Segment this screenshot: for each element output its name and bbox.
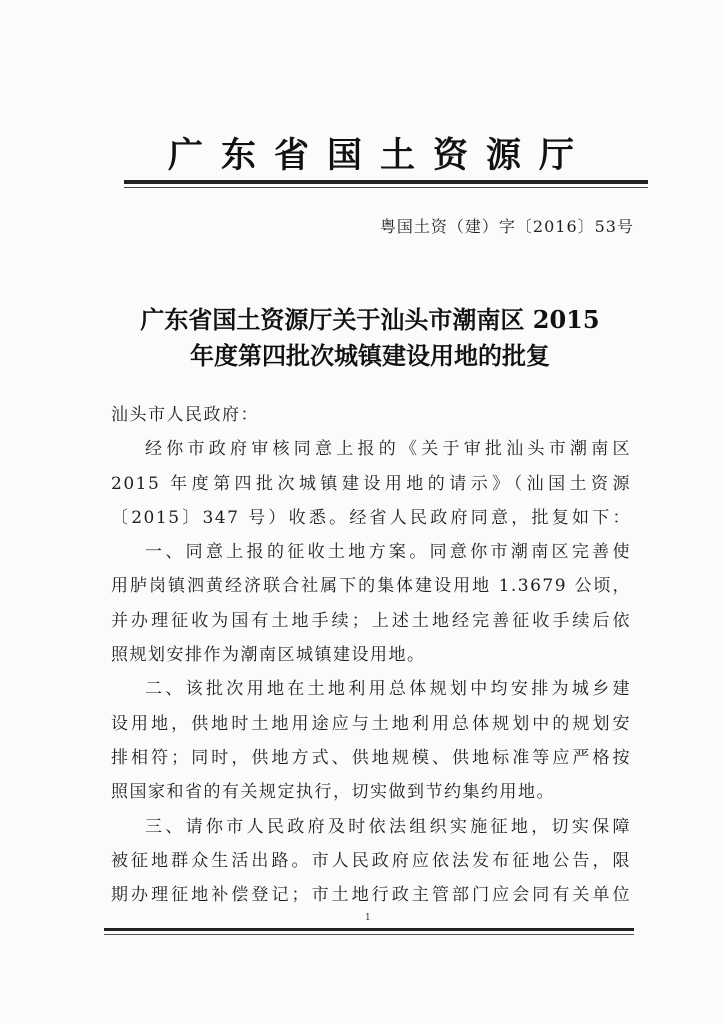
footer-rule-thick [104, 928, 634, 931]
document-number: 粤国土资（建）字〔2016〕53号 [379, 217, 634, 236]
body-line: 二、该批次用地在土地利用总体规划中均安排为城乡建 [145, 679, 631, 700]
document-title [110, 302, 630, 374]
body-line: 2015 年度第四批次城镇建设用地的请示》（汕国土资源 [111, 473, 631, 494]
footer-rule-thin [104, 934, 634, 935]
header-rule-thick [124, 180, 648, 184]
body-line: 期办理征地补偿登记；市土地行政主管部门应会同有关单位 [111, 885, 631, 906]
body-line: 〔2015〕347 号）收悉。经省人民政府同意，批复如下： [111, 507, 631, 528]
body-line: 一、同意上报的征收土地方案。同意你市潮南区完善使 [145, 542, 631, 563]
document-title-line-2: 年度第四批次城镇建设用地的批复 [190, 341, 550, 370]
header-rule-thin [124, 187, 648, 188]
organization-header: 广东省国土资源厅 [167, 135, 592, 176]
body-line: 三、请你市人民政府及时依法组织实施征地，切实保障 [145, 816, 631, 837]
body-line: 被征地群众生活出路。市人民政府应依法发布征地公告，限 [111, 850, 631, 871]
salutation: 汕头市人民政府： [111, 405, 259, 425]
body-line: 设用地，供地时土地用途应与土地利用总体规划中的规划安 [111, 713, 631, 734]
body-line: 照规划安排作为潮南区城镇建设用地。 [111, 645, 426, 666]
body-line: 经你市政府审核同意上报的《关于审批汕头市潮南区 [145, 439, 631, 460]
document-title-line-1: 广东省国土资源厅关于汕头市潮南区 2015 [140, 305, 600, 334]
document-body [111, 398, 631, 912]
body-line: 并办理征收为国有土地手续；上述土地经完善征收手续后依 [111, 610, 631, 631]
body-line: 排相符；同时，供地方式、供地规模、供地标准等应严格按 [111, 747, 631, 768]
page-number: 1 [365, 913, 371, 923]
body-line: 用胪岗镇泗黄经济联合社属下的集体建设用地 1.3679 公顷， [111, 576, 631, 597]
body-line: 照国家和省的有关规定执行，切实做到节约集约用地。 [111, 782, 555, 803]
